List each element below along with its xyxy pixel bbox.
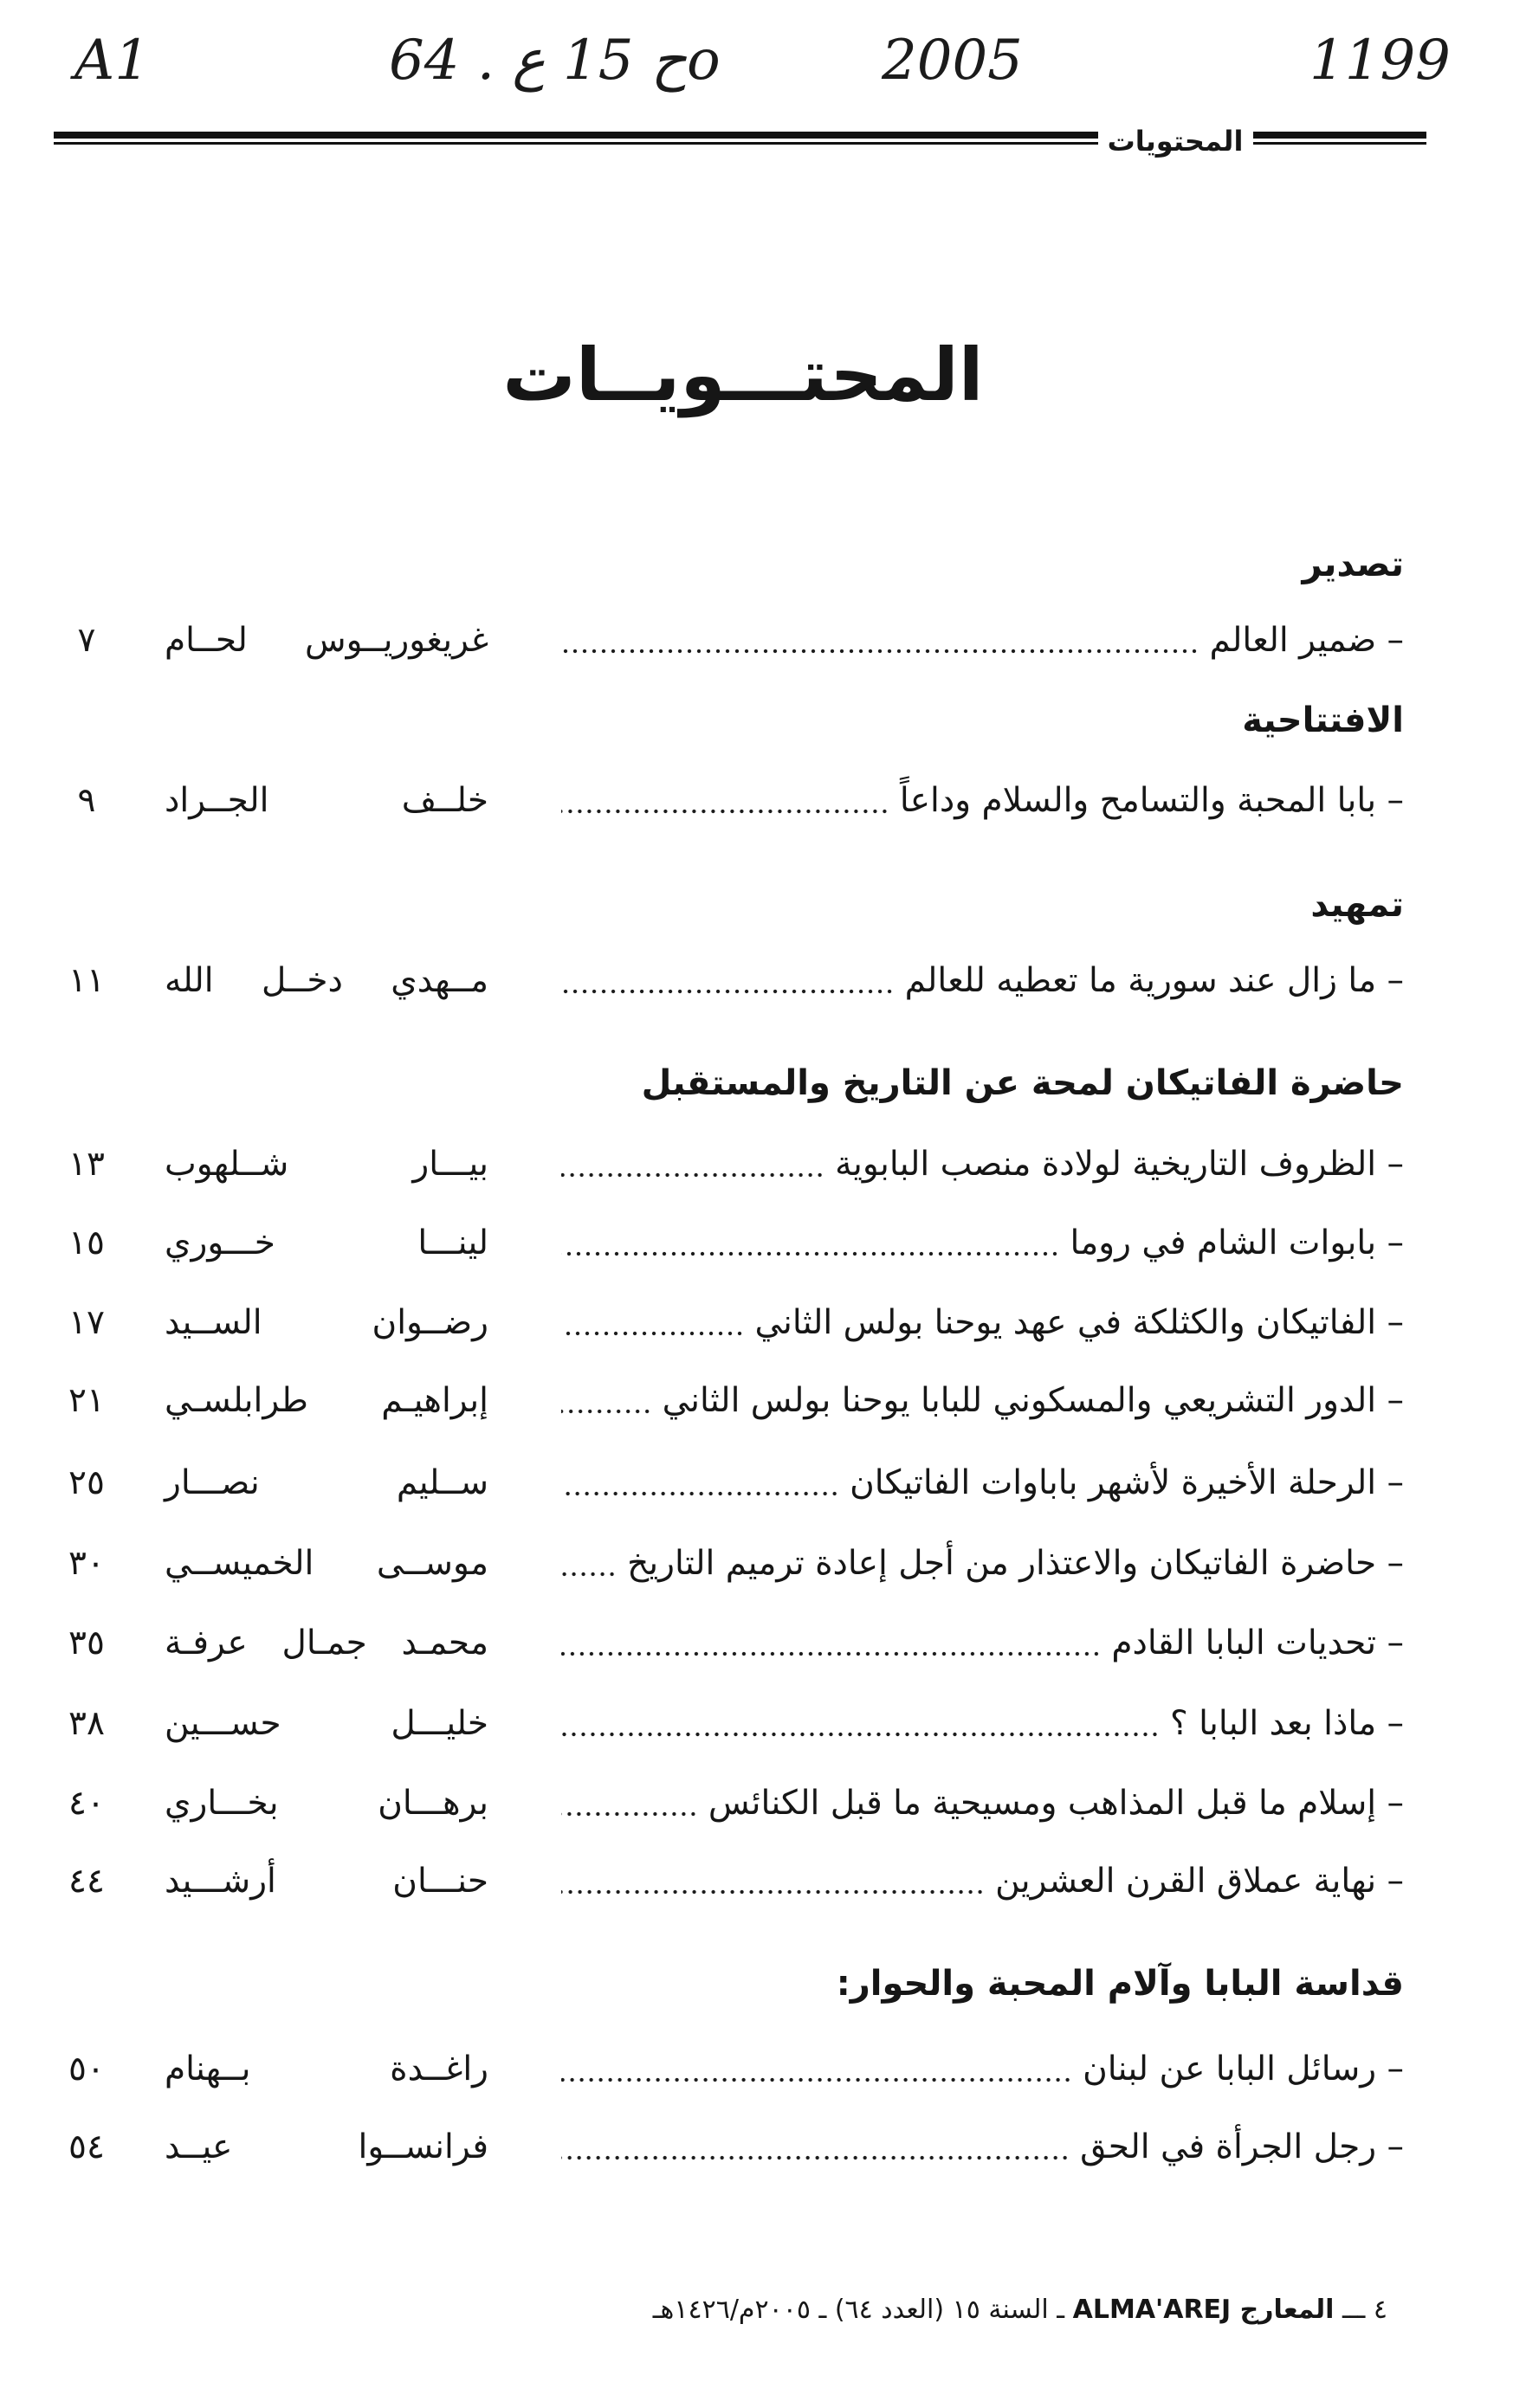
handwritten-year: 2005 <box>882 29 1023 93</box>
entry-page-number: ١١ <box>68 961 105 1000</box>
toc-entry <box>0 1140 1526 1189</box>
section-heading: تصدير <box>1302 545 1404 584</box>
entry-author: بيـــار شــلهوب <box>165 1145 488 1184</box>
toc-entry <box>0 2045 1526 2094</box>
entry-title: – الظروف التاريخية لولادة منصب البابوية <box>835 1145 1404 1184</box>
entry-page-number: ٩ <box>77 781 96 820</box>
entry-author: خلــف الجــراد <box>165 781 488 820</box>
entry-author: مــهدي دخــل الله <box>165 961 488 1000</box>
entry-title-cell <box>561 1140 1404 1189</box>
entry-page-number: ١٣ <box>68 1145 105 1184</box>
toc-entry <box>0 1377 1526 1425</box>
entry-page-number: ٤٠ <box>68 1784 105 1823</box>
entry-title-cell <box>561 1779 1404 1828</box>
toc-entry <box>0 1459 1526 1507</box>
entry-title-cell <box>561 1700 1404 1748</box>
section-heading: تمهيد <box>1310 885 1404 925</box>
entry-title: – تحديات البابا القادم <box>1111 1624 1404 1662</box>
entry-author: حنـــان أرشـــيد <box>165 1862 488 1901</box>
entry-page-number: ٣٠ <box>68 1544 105 1583</box>
footer-page-number: ٤ ـــ <box>1342 2295 1387 2325</box>
entry-title: – ماذا بعد البابا ؟ <box>1169 1704 1404 1743</box>
entry-title: – رجل الجرأة في الحق <box>1080 2127 1404 2166</box>
toc-entry <box>0 1540 1526 1588</box>
leader-dots <box>561 809 889 814</box>
header-rule-right <box>1253 132 1426 145</box>
leader-dots <box>561 1172 824 1178</box>
section-heading: قداسة البابا وآلام المحبة والحوار: <box>836 1964 1404 2004</box>
entry-page-number: ٤٤ <box>68 1862 105 1901</box>
leader-dots <box>561 649 1199 654</box>
entry-page-number: ٣٨ <box>68 1704 105 1743</box>
leader-dots <box>561 1409 652 1414</box>
entry-page-number: ٣٥ <box>68 1624 105 1662</box>
leader-dots <box>561 1651 1101 1656</box>
footer-journal-name: المعارج ALMA'AREJ <box>1072 2295 1335 2325</box>
entry-author: لينـــا خـــوري <box>165 1223 488 1262</box>
entry-title-cell <box>561 1299 1404 1347</box>
toc-entry <box>0 1857 1526 1906</box>
entry-page-number: ٧ <box>77 621 96 660</box>
toc-entry <box>0 1299 1526 1347</box>
entry-title-cell <box>561 957 1404 1005</box>
entry-title-cell <box>561 1219 1404 1268</box>
handwritten-number: 1199 <box>1309 29 1451 93</box>
entry-author: برهـــان بخـــاري <box>165 1784 488 1823</box>
handwritten-code: A1 <box>74 29 150 93</box>
leader-dots <box>561 2077 1072 2082</box>
toc-entry <box>0 957 1526 1005</box>
entry-title-cell <box>561 1857 1404 1906</box>
entry-title: – بابوات الشام في روما <box>1070 1223 1404 1262</box>
leader-dots <box>561 1491 839 1496</box>
toc-entry <box>0 1779 1526 1828</box>
entry-author: إبراهيـم طرابلسـي <box>165 1381 488 1420</box>
entry-author: راغــدة بــهنام <box>165 2050 488 2088</box>
entry-title: – الرحلة الأخيرة لأشهر باباوات الفاتيكان <box>850 1463 1404 1502</box>
entry-title-cell <box>561 1377 1404 1425</box>
entry-title: – الدور التشريعي والمسكوني للبابا يوحنا بولس الثاني <box>662 1381 1404 1420</box>
section-heading: حاضرة الفاتيكان لمحة عن التاريخ والمستقبل <box>641 1063 1404 1103</box>
entry-author: فرانســوا عيــد <box>165 2127 488 2166</box>
entry-page-number: ٥٤ <box>68 2127 105 2166</box>
toc-entry <box>0 777 1526 825</box>
toc-entry <box>0 1219 1526 1268</box>
section-heading: الافتتاحية <box>1242 700 1404 740</box>
leader-dots <box>561 1811 698 1817</box>
leader-dots <box>561 1889 985 1895</box>
footer-issue-info: ـ السنة ١٥ (العدد ٦٤) ـ ٢٠٠٥م/١٤٢٦هـ <box>652 2295 1065 2325</box>
entry-title: – الفاتيكان والكثلكة في عهد يوحنا بولس الثاني <box>754 1303 1404 1342</box>
entry-title-cell <box>561 617 1404 665</box>
entry-title: – ضمير العالم <box>1209 621 1404 660</box>
entry-author: غريغوريــوس لحــام <box>165 621 488 660</box>
page-title: المحتـــويــات <box>502 332 984 417</box>
entry-title: – نهاية عملاق القرن العشرين <box>995 1862 1404 1901</box>
entry-title-cell <box>561 2123 1404 2172</box>
handwritten-issue: 64 . ع 15 حo <box>389 29 721 93</box>
leader-dots <box>561 1331 745 1336</box>
entry-author: ســليم نصـــار <box>165 1463 488 1502</box>
toc-entry <box>0 617 1526 665</box>
entry-title-cell <box>561 777 1404 825</box>
header-rule-left <box>54 132 1098 145</box>
entry-title: – ما زال عند سورية ما تعطيه للعالم <box>904 961 1404 1000</box>
leader-dots <box>561 1572 617 1577</box>
entry-page-number: ٥٠ <box>68 2050 105 2088</box>
leader-dots <box>561 989 895 994</box>
entry-title-cell <box>561 1459 1404 1507</box>
entry-title: – إسلام ما قبل المذاهب ومسيحية ما قبل الكنائس <box>708 1784 1404 1823</box>
toc-entry <box>0 1700 1526 1748</box>
entry-page-number: ٢٥ <box>68 1463 105 1502</box>
entry-page-number: ١٥ <box>68 1223 105 1262</box>
entry-page-number: ١٧ <box>68 1303 105 1342</box>
entry-title: – بابا المحبة والتسامح والسلام وداعاً <box>899 781 1404 820</box>
entry-author: محمـد جمـال عرفـة <box>165 1624 488 1662</box>
entry-page-number: ٢١ <box>68 1381 105 1420</box>
running-header-label: المحتويات <box>1107 125 1244 158</box>
leader-dots <box>561 1251 1059 1256</box>
entry-author: رضــوان الســيد <box>165 1303 488 1342</box>
page-footer <box>653 2289 1387 2331</box>
entry-author: موســى الخميســي <box>165 1544 488 1583</box>
toc-entry <box>0 2123 1526 2172</box>
entry-title-cell <box>561 1619 1404 1668</box>
entry-author: خليـــل حســـين <box>165 1704 488 1743</box>
entry-title-cell <box>561 2045 1404 2094</box>
toc-entry <box>0 1619 1526 1668</box>
entry-title: – حاضرة الفاتيكان والاعتذار من أجل إعادة ترميم التاريخ <box>627 1544 1404 1583</box>
entry-title: – رسائل البابا عن لبنان <box>1083 2050 1404 2088</box>
entry-title-cell <box>561 1540 1404 1588</box>
leader-dots <box>561 2155 1070 2160</box>
leader-dots <box>561 1732 1160 1737</box>
